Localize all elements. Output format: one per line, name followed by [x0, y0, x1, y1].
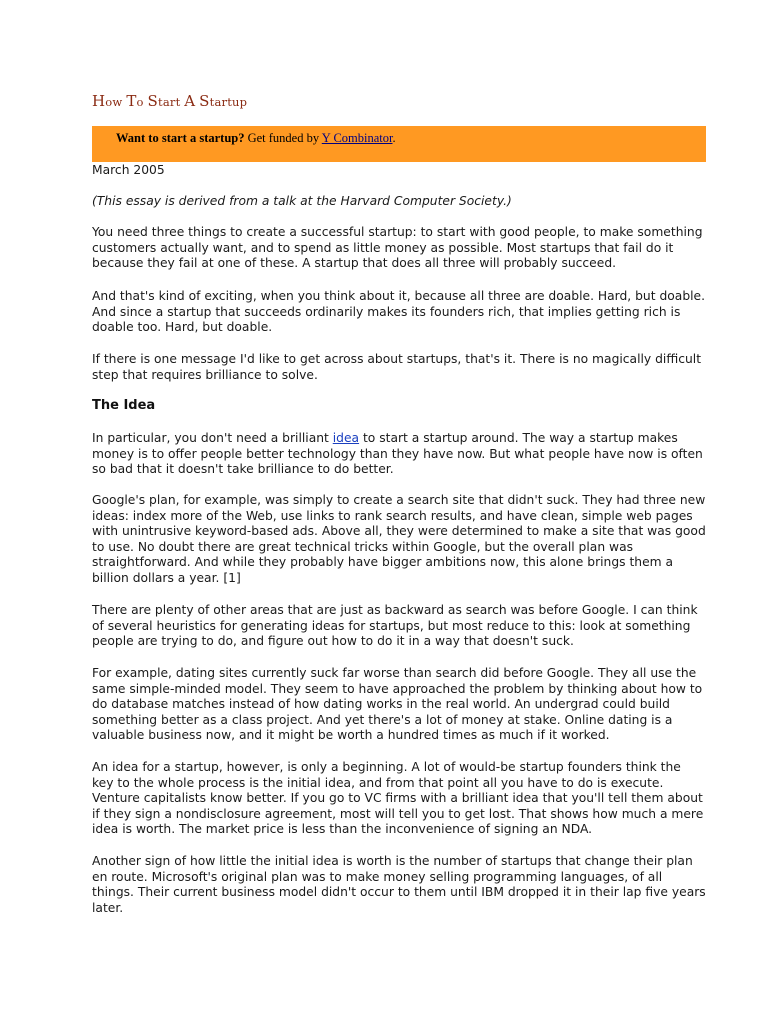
paragraph-2: And that's kind of exciting, when you think about it, because all three are doable. Hard, but doable. And since a startup that succeeds ordinarily makes its founders rich, that implies getting rich is doable too. Hard, but doable.	[92, 289, 706, 334]
paragraph-3: If there is one message I'd like to get across about startups, that's it. There is no magically difficult step that requires brilliance to solve.	[92, 352, 702, 382]
paragraph-8: An idea for a startup, however, is only a beginning. A lot of would-be startup founders think the key to the whole process is the initial idea, and from that point all you have to do is execute. Venture capitalists know better. If you go to VC firms with a brilliant idea that you'll tell them about if they sign a nondisclosure agreement, most will tell you to get lost. That shows how much a mere idea is worth. The market price is less than the inconvenience of signing an NDA.	[92, 760, 704, 836]
title-small-caps: tart	[158, 95, 185, 109]
paragraph-1: You need three things to create a successful startup: to start with good people, to make something customers actually want, and to spend as little money as possible. Most startups that fail do it because they fail at one of these. A startup that does all three will probably succeed.	[92, 225, 703, 270]
paragraph-5: Google's plan, for example, was simply to create a search site that didn't suck. They had three new ideas: index more of the Web, use links to rank search results, and have clean, simple web pages with unintrusive keyword-based ads. Above all, they were determined to make a site that was good to use. No doubt there are great technical tricks within Google, but the overall plan was straightforward. And while they probably have bigger ambitions now, this alone brings them a billion dollars a year. [1]	[92, 493, 706, 585]
paragraph-4-before: In particular, you don't need a brilliant	[92, 431, 333, 445]
paragraph-4-after: to start a startup around. The way a startup makes money is to offer people better technology than they have now. But what people have now is often so bad that it doesn't take brilliance to do better.	[92, 431, 703, 476]
essay-date: March 2005	[92, 163, 165, 177]
promo-body: Get funded by	[244, 131, 322, 145]
y-combinator-link[interactable]: Y Combinator	[321, 131, 393, 145]
paragraph-4	[92, 431, 706, 478]
title-small-caps: tartup	[209, 95, 248, 109]
title-small-caps: o	[136, 95, 148, 109]
title-cap: T	[126, 92, 137, 110]
title-cap: S	[199, 92, 210, 110]
promo-banner	[92, 126, 706, 162]
promo-text	[116, 131, 396, 146]
paragraph-6: There are plenty of other areas that are just as backward as search was before Google. I can think of several heuristics for generating ideas for startups, but most reduce to this: look at something people are trying to do, and figure out how to do it in a way that doesn't suck.	[92, 603, 698, 648]
idea-link[interactable]: idea	[332, 431, 360, 445]
promo-lead: Want to start a startup?	[116, 131, 245, 145]
title-cap: S	[147, 92, 158, 110]
paragraph-7: For example, dating sites currently suck far worse than search did before Google. They all use the same simple-minded model. They seem to have approached the problem by thinking about how to do database matches instead of how dating works in the real world. An undergrad could build something better as a class project. And yet there's a lot of money at stake. Online dating is a valuable business now, and it might be worth a hundred times as much if it worked.	[92, 666, 703, 742]
section-heading-the-idea: The Idea	[92, 398, 156, 413]
essay-source-note: (This essay is derived from a talk at the Harvard Computer Society.)	[92, 194, 512, 208]
title-cap: H	[92, 92, 106, 110]
title-small-caps: ow	[105, 95, 127, 109]
paragraph-9: Another sign of how little the initial idea is worth is the number of startups that change their plan en route. Microsoft's original plan was to make money selling programming languages, of all things. Their current business model didn't occur to them until IBM dropped it in their lap five years later.	[92, 854, 706, 915]
essay-title	[92, 92, 247, 110]
title-cap: A	[184, 92, 196, 110]
promo-tail: .	[392, 131, 396, 145]
